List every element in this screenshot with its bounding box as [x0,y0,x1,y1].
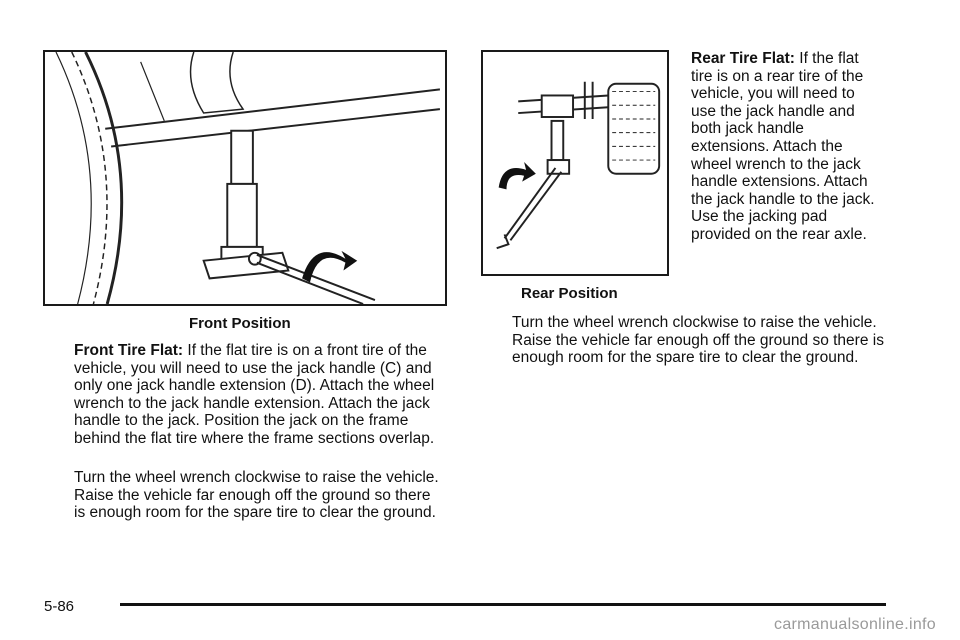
front-tire-flat-paragraph [74,342,456,448]
page-number: 5-86 [44,598,75,615]
front-tire-flat-heading: Front Tire Flat: [74,342,184,359]
footer-rule [120,603,886,606]
rear-tire-flat-heading: Rear Tire Flat: [691,50,795,67]
front-position-caption: Front Position [189,315,291,332]
front-jack-illustration [45,52,445,304]
front-position-figure [43,50,447,306]
rear-position-figure [481,50,669,276]
front-tire-flat-body: If the flat tire is on a front tire of the vehicle, you will need to use the jack handle (C) and only one jack handle extension (D). Attach the wheel wrench to the jack handle extension. Attach the jack handle to the jack. Position the jack on the frame behind the flat tire where the frame sections overlap. [74,342,435,447]
rear-position-caption: Rear Position [521,285,618,302]
watermark-text: carmanualsonline.info [774,616,936,633]
left-raise-paragraph: Turn the wheel wrench clockwise to raise the vehicle. Raise the vehicle far enough off the ground so there is enough room for the spare tire to clear the ground. [74,469,439,522]
right-raise-paragraph: Turn the wheel wrench clockwise to raise the vehicle. Raise the vehicle far enough off the ground so there is enough room for the spare tire to clear the ground. [512,314,884,367]
rear-tire-flat-body: If the flat tire is on a rear tire of the vehicle, you will need to use the jack handle and both jack handle extensions. Attach the wheel wrench to the jack handle extensions. Attach the jack handle to the jack. Use the jacking pad provided on the rear axle. [691,50,875,243]
rear-tire-flat-paragraph [691,50,881,244]
rear-jack-illustration [483,52,667,274]
